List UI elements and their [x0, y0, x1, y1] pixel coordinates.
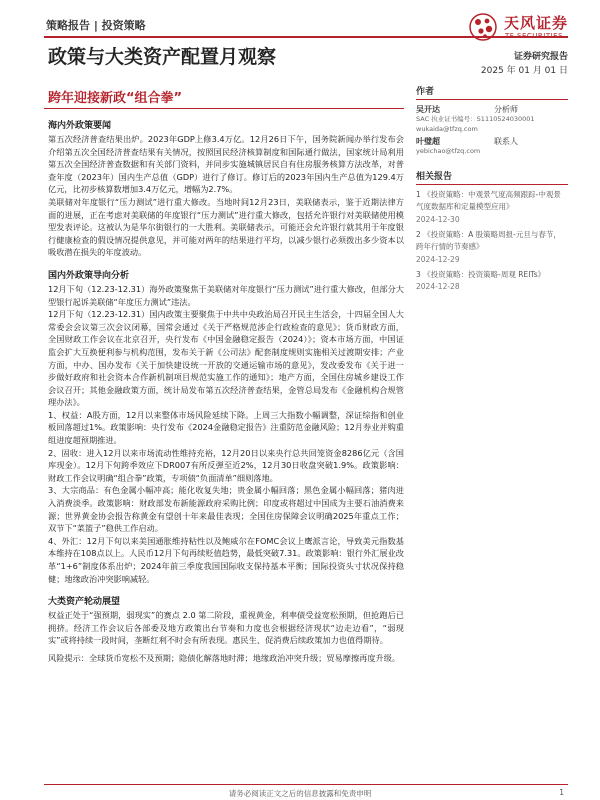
paragraph: 4、外汇：12月下旬以来美国通胀维持粘性以及鲍威尔在FOMC会议上鹰派言论，导致美元指数基本维持在108点以上。人民币12月下旬再续贬值趋势，最低突破7.31。政策影响：银行外汇展业改革“1+6”制度体系出炉；2024年前三季度我国国际收支保持基本平衡；国际投资头寸状况保持稳健；地缘政治冲突影响减轻。	[48, 535, 404, 584]
author-email[interactable]: yebichao@tfzq.com	[416, 147, 481, 155]
paragraph: 12月下旬（12.23-12.31）海外政策聚焦于美联储对年度银行“压力测试”进行重大修改，但部分大型银行起诉美联储“年度压力测试”违法。	[48, 283, 404, 307]
logo-text-cn: 天风证券	[504, 14, 569, 32]
paragraph: 12月下旬（12.23-12.31）国内政策主要聚焦于中共中央政治局召开民主生活会，十四届全国人大常委会会议第三次会议闭幕，国常会通过《关于严格规范涉企行政检查的意见》；货币财政方面，全国财政工作会议在北京召开，央行发布《中国金融稳定报告（2024）》；资本市场方面，中国证监会扩大互换便利参与机构范围，发布关于新《公司法》配套制度规则实施相关过渡期安排；产业方面，中办、国办发布《关于加快建设统一开放的交通运输市场的意见》，发改委发布《关于进一步做好政府和社会资本合作新机制项目规范实施工作的通知》；地产方面，全国住房城乡建设工作会议召开；其他金融政策方面，统计局发布第五次经济普查结果，金管总局发布《金融机构合规管理办法》。	[48, 309, 404, 408]
author-role: 分析师	[494, 105, 518, 114]
paragraph: 美联储对年度银行“压力测试”进行重大修改。当地时间12月23日，美联储表示，鉴于近期法律方面的进展，正在考虑对美联储的年度银行“压力测试”进行重大修改，包括允许银行对美联储使用模型发表评论。这被认为是华尔街银行的一大胜利。美联储表示，可能还会允许银行就其用于年度银行健康检查的假设情况提供意见，并可能对两年的结果进行平均，以减少银行必须拨出多少资本以吸收潜在损失的年度波动。	[48, 196, 404, 258]
related-report-item[interactable]	[416, 229, 568, 266]
related-report-item[interactable]	[416, 189, 568, 226]
author-role: 联系人	[494, 137, 518, 146]
authors-heading: 作者	[416, 84, 568, 100]
footer-disclaimer: 请务必阅读正文之后的信息披露和免责申明	[228, 789, 372, 798]
risk-warning: 风险提示：全球货币宽松不及预期；隐债化解落地时滞；地缘政治冲突升级；贸易摩擦再度升级。	[48, 652, 401, 663]
related-report-date: 2024-12-28	[416, 282, 460, 291]
footer-divider	[44, 784, 568, 785]
main-content	[48, 118, 404, 665]
page-number: 1	[559, 788, 564, 797]
header-divider	[44, 36, 568, 38]
section-heading: 海内外政策要闻	[48, 121, 112, 131]
paragraph: 3、大宗商品：有色金属小幅冲高；能化收复失地；贵金属小幅回落；黑色金属小幅回落；猪肉进入消费淡季。政策影响：财政部发布新能源政府采购比例；印度或将超过中国成为主要石油消费来源；世界黄金协会报告称黄金有望创十年来最佳表现；全国住房保障会议明确2025年重点工作；双节下“菜篮子”稳供工作启动。	[48, 485, 404, 534]
tf-securities-logo	[468, 10, 569, 46]
report-category: 策略报告 | 投资策略	[46, 19, 146, 32]
section-heading: 大类资产轮动展望	[48, 597, 121, 608]
paragraph: 1、权益：A股方面，12月以来整体市场风险延续下降。上周三大指数小幅调整，深证综指和创业板回落超过1%。政策影响：央行发布《2024金融稳定报告》注重防范金融风险；12月券业并购重组进度超预期推进。	[48, 409, 404, 446]
report-title: 政策与大类资产配置月观察	[48, 46, 277, 68]
paragraph: 2、固收：进入12月以来市场流动性维持充裕，12月20日以来央行总共回笼资金8286亿元（含国库现金）。12月下旬跨季效应下DR007有所反弹至近2%，12月30日收盘突破1.9%。政策影响：财政工作会议明确“组合拳”政策，专项债“负面清单”细则落地。	[48, 447, 404, 483]
related-report-item[interactable]	[416, 269, 568, 294]
author-card	[416, 104, 568, 134]
doc-type-label: 证券研究报告	[513, 52, 568, 62]
author-cert: SAC 执业证书编号：S1110524030001	[416, 115, 535, 123]
report-subtitle: 跨年迎接新政“组合拳”	[48, 91, 183, 106]
author-name: 吴开达	[416, 105, 440, 114]
related-report-date: 2024-12-30	[416, 214, 460, 224]
paragraph: 权益正处于“强预期，弱现实”的赛点 2.0 第二阶段，重视黄金，利率债受益宽松预期，但抢跑后已拥挤。经济工作会议后各部委及地方政策出台节奏和力度也会根据经济现状“边走边看”，“弱现实”或将持续一段时间，垄断红利不时会有所表现。惠民生、促消费后续政策加力也值得期待。	[48, 610, 404, 646]
section-heading: 国内外政策导向分析	[48, 270, 130, 281]
related-report-title: 1 《投资策略：中观景气度高频跟踪-中观景气度数据库和定量模型应用》	[416, 189, 561, 211]
related-report-title: 2 《投资策略：A 股策略周报-元旦与春节，跨年行情的节奏感》	[416, 229, 561, 251]
sidebar	[416, 84, 568, 293]
related-heading: 相关报告	[416, 169, 568, 185]
paragraph: 第五次经济普查结果出炉。2023年GDP上修3.4万亿。12月26日下午，国务院新闻办举行发布会介绍第五次全国经济普查结果有关情况，按照国民经济核算制度和国际通行做法，国家统计局利用第五次全国经济普查数据和有关部门资料，并同步实施城镇居民自有住房服务核算方法改革，对普查年度（2023年）国内生产总值（GDP）进行了修订。修订后的2023年国内生产总值为129.4万亿元，比初步核算数增加3.4万亿元，增幅为2.7%。	[48, 134, 404, 195]
author-card	[416, 136, 568, 157]
subtitle-divider	[44, 108, 404, 109]
related-report-date: 2024-12-29	[416, 254, 460, 264]
author-email[interactable]: wukaida@tfzq.com	[416, 124, 478, 133]
related-reports	[416, 169, 568, 294]
author-name: 叶璧超	[416, 137, 440, 146]
related-report-title: 3 《投资策略：投资策略-周观 REITs》	[416, 269, 546, 279]
report-date: 2025 年 01 月 01 日	[480, 66, 568, 76]
